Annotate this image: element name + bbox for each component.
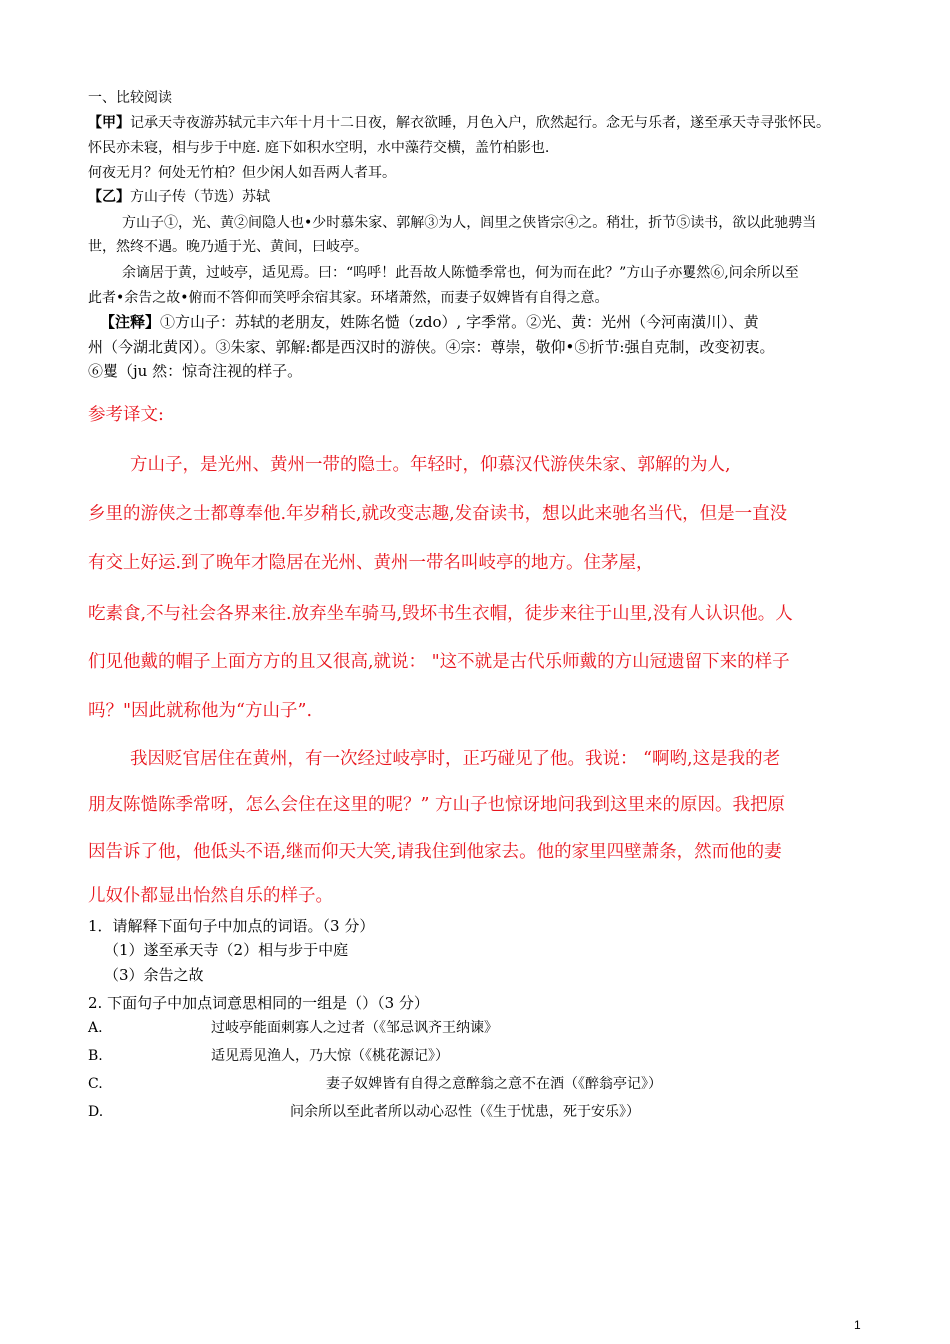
option-text: 过岐亭能面刺寡人之过者（《邹忌讽齐王纳谏》 bbox=[211, 1020, 498, 1036]
translation-line: 因告诉了他，他低头不语,继而仰天大笑,请我住到他家去。他的家里四壁萧条，然而他的妻 bbox=[88, 842, 782, 862]
option-letter: A. bbox=[88, 1020, 103, 1036]
passage-yi-title: 【乙】方山子传（节选）苏轼 bbox=[88, 189, 270, 205]
passage-jia-line: 何夜无月？何处无竹柏？但少闲人如吾两人者耳。 bbox=[88, 165, 396, 181]
question-2-stem: 2. 下面句子中加点词意思相同的一组是（）（3 分） bbox=[88, 994, 429, 1012]
passage-jia-label: 【甲】 bbox=[88, 115, 130, 131]
translation-line: 吗？"因此就称他为“方山子”. bbox=[88, 701, 313, 721]
option-text: 妻子奴婢皆有自得之意醉翁之意不在酒（《醉翁亭记》） bbox=[326, 1076, 662, 1092]
option-letter: B. bbox=[88, 1048, 103, 1064]
page-number: 1 bbox=[854, 1318, 861, 1332]
passage-yi-line: 余谪居于黄，过岐亭，适见焉。曰：“呜呼！此吾故人陈慥季常也，何为而在此？”方山子亦矍然⑥,问余所以至 bbox=[122, 265, 799, 281]
question-1-stem: 1．请解释下面句子中加点的词语。（3 分） bbox=[88, 917, 375, 935]
passage-yi-line: 方山子①，光、黄②间隐人也•少时慕朱家、郭解③为人，闾里之侠皆宗④之。稍壮，折节⑤读书，欲以此驰骋当 bbox=[122, 215, 817, 231]
notes-label: 【注释】 bbox=[100, 313, 161, 331]
passage-yi-line: 此者•余告之故•俯而不答仰而笑呼余宿其家。环堵萧然，而妻子奴婢皆有自得之意。 bbox=[88, 290, 609, 306]
translation-title: 参考译文: bbox=[88, 405, 164, 425]
passage-jia-line: 【甲】记承天寺夜游苏轼元丰六年十月十二日夜，解衣欲睡，月色入户，欣然起行。念无与乐者，遂至承天寺寻张怀民。 bbox=[88, 115, 830, 131]
option-text: 适见焉见渔人，乃大惊（《桃花源记》） bbox=[211, 1048, 449, 1064]
option-letter: D. bbox=[88, 1104, 104, 1120]
translation-line: 有交上好运.到了晚年才隐居在光州、黄州一带名叫岐亭的地方。住茅屋， bbox=[88, 553, 654, 573]
notes-line: 【注释】①方山子：苏轼的老朋友，姓陈名慥（zdo）, 字季常。②光、黄：光州（今河南潢川）、黄 bbox=[100, 313, 759, 331]
translation-line: 乡里的游侠之士都尊奉他.年岁稍长,就改变志趣,发奋读书，想以此来驰名当代，但是一直没 bbox=[88, 504, 788, 524]
option-text: 问余所以至此者所以动心忍性（《生于忧患，死于安乐》） bbox=[290, 1104, 640, 1120]
translation-line: 方山子，是光州、黄州一带的隐士。年轻时，仰慕汉代游侠朱家、郭解的为人, bbox=[130, 455, 731, 475]
section-heading: 一、比较阅读 bbox=[88, 90, 172, 106]
passage-yi-label: 【乙】 bbox=[88, 189, 130, 205]
notes-line: 州（今湖北黄冈）。③朱家、郭解:都是西汉时的游侠。④宗：尊崇，敬仰•⑤折节:强自克制，改变初衷。 bbox=[88, 338, 775, 356]
translation-line: 儿奴仆都显出怡然自乐的样子。 bbox=[88, 886, 333, 906]
option-letter: C. bbox=[88, 1076, 103, 1092]
translation-line: 吃素食,不与社会各界来往.放弃坐车骑马,毁坏书生衣帽，徒步来往于山里,没有人认识他。人 bbox=[88, 604, 793, 624]
translation-line: 我因贬官居住在黄州，有一次经过岐亭时，正巧碰见了他。我说： “啊哟,这是我的老 bbox=[130, 749, 781, 769]
passage-jia-line: 怀民亦未寝，相与步于中庭. 庭下如积水空明，水中藻荇交横，盖竹柏影也. bbox=[88, 140, 550, 156]
question-1-item: （3）余告之故 bbox=[104, 966, 204, 984]
notes-line: ⑥矍（ju 然：惊奇注视的样子。 bbox=[88, 362, 303, 380]
translation-line: 朋友陈慥陈季常呀，怎么会住在这里的呢？” 方山子也惊讶地问我到这里来的原因。我把原 bbox=[88, 795, 786, 815]
question-1-item: （1）遂至承天寺（2）相与步于中庭 bbox=[104, 941, 349, 959]
passage-yi-line: 世，然终不遇。晚乃遁于光、黄间，曰岐亭。 bbox=[88, 239, 368, 255]
translation-line: 们见他戴的帽子上面方方的且又很高,就说： "这不就是古代乐师戴的方山冠遗留下来的样子 bbox=[88, 652, 790, 672]
